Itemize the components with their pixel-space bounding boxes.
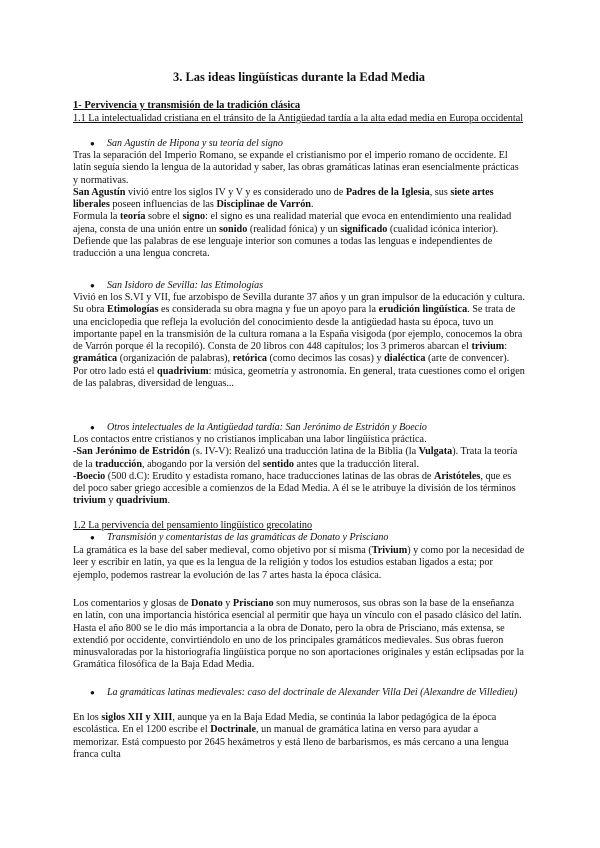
paragraph-text: Vivió en los S.VI y VII, fue arzobispo de Sevilla durante 37 años y un gran impulsor de la educación y cultura. [73,292,525,303]
bullet-dot-icon: ● [90,688,95,697]
paragraph-text: -Boecio (500 d.C): Erudito y estadista romano, hace traducciones latinas de las obras de Aristóteles, que es del poco saber griego accesible a comienzos de la Edad Media. A él se le atribuye la división de los términos trivium y quadrivium. [73,470,516,507]
paragraph-text: Los contactos entre cristianos y no cristianos implicaban una labor lingüística práctica. [73,434,427,445]
paragraph-text: Formula la teoría sobre el signo: el signo es una realidad material que evoca en entendimiento una realidad ajena, consta de una unión entre un sonido (realidad fónica) y un significado (cualidad icónica interior). Defiende que las palabras de ese lenguaje interior son comunes a todas las lenguas e independientes de traducción a una lengua concreta. [73,211,512,260]
paragraph [73,712,525,761]
bullet-dot-icon: ● [90,281,95,290]
bullet-gramaticas-medievales [90,687,525,699]
paragraph [73,545,525,582]
paragraph [73,292,525,390]
bullet-dot-icon: ● [90,139,95,148]
paragraph-text: La gramática es la base del saber medieval, como objetivo por sí misma (Trivium) y como por la necesidad de leer y escribir en latín, ya que es la lengua de la religión y todos los estudios estaban ligados a esta; por ejemplo, podemos rastrear la evolución de las 7 artes hasta la época clásica. [73,545,525,581]
section-heading-1: 1- Pervivencia y transmisión de la tradición clásica [73,100,301,111]
paragraph-text: Tras la separación del Imperio Romano, se expande el cristianismo por el imperio romano de occidente. El latín seguía siendo la lengua de la autoridad y saber, las obras gramáticas latinas eran esencialmente prácticas y normativas. [73,150,519,186]
paragraph-text: San Agustín vivió entre los siglos IV y V y es considerado uno de Padres de la Iglesia, sus siete artes liberales poseen influencias de las Disciplinae de Varrón. [73,186,494,211]
paragraph-text: Los comentarios y glosas de Donato y Prisciano son muy numerosos, sus obras son la base de la enseñanza en latín, con una importancia histórica esencial al permitir que haya un vínculo con el pasado clásico del latín. Hasta el año 800 se le dio más importancia a la obra de Donato, pero la obra de Prisciano, más extensa, se extendió por occidente, convirtiéndolo en uno de los principales gramáticos medievales. Sus obras fueron minusvaloradas por la historiografía lingüística porque no son aportaciones originales y están eclipsadas por la Gramática filosófica de la Baja Edad Media. [73,598,524,671]
paragraph [73,150,525,261]
paragraph [73,598,525,672]
bullet-otros-intelectuales [90,422,427,434]
paragraph-text: Su obra Etimologías es considerada su obra magna y fue un apoyo para la erudición lingüística. Se trata de una enciclopedia que refleja la evolución del conocimiento desde la antigüedad hasta su época, tuvo un importante papel en la transmisión de la cultura romana a la España visigoda (por ejemplo, conocemos la obra de Varrón porque él la recopiló). Consta de 20 libros con 448 capítulos; los 3 primeros abarcan el trivium: gramática (organización de palabras), retórica (como decimos las cosas) y dialéctica (arte de convencer). Por otro lado está el quadrivium: música, geometría y astronomía. En general, trata cuestiones como el origen de las palabras, diversidad de lenguas... [73,304,525,390]
bullet-dot-icon: ● [90,533,95,542]
bullet-san-agustin [90,138,283,150]
page-title: 3. Las ideas lingüísticas durante la Edad Media [172,70,426,84]
bullet-title: San Isidoro de Sevilla: las Etimologías [107,280,264,291]
bullet-title: La gramáticas latinas medievales: caso del doctrinale de Alexander Villa Dei (Alexandre de Villedieu) [107,687,518,698]
paragraph-text: En los siglos XII y XIII, aunque ya en la Baja Edad Media, se continúa la labor pedagógica de la época escolástica. En el 1200 escribe el Doctrinale, un manual de gramática latina en verso para ayudar a memorizar. Está compuesto por 2645 hexámetros y está lleno de barbarismos, es más cercano a una lengua franca culta [73,712,509,760]
bullet-title: San Agustín de Hipona y su teoría del signo [107,138,283,149]
paragraph [73,434,525,508]
bullet-title: Transmisión y comentaristas de las gramáticas de Donato y Prisciano [107,532,389,543]
bullet-title: Otros intelectuales de la Antigüedad tardía: San Jerónimo de Estridón y Boecio [107,422,427,433]
subsection-heading-1-2: 1.2 La pervivencia del pensamiento lingüístico grecolatino [73,520,313,531]
paragraph-text: -San Jerónimo de Estridón (s. IV-V): Realizó una traducción latina de la Biblia (la Vulgata). Trata la teoría de la traducción, abogando por la versión del sentido antes que la traducción literal. [73,446,518,470]
bullet-dot-icon: ● [90,423,95,432]
subsection-heading-1-1: 1.1 La intelectualidad cristiana en el tránsito de la Antigüedad tardía a la alta edad media en Europa occidental [73,113,524,124]
bullet-donato-prisciano [90,532,389,544]
bullet-san-isidoro [90,280,264,292]
